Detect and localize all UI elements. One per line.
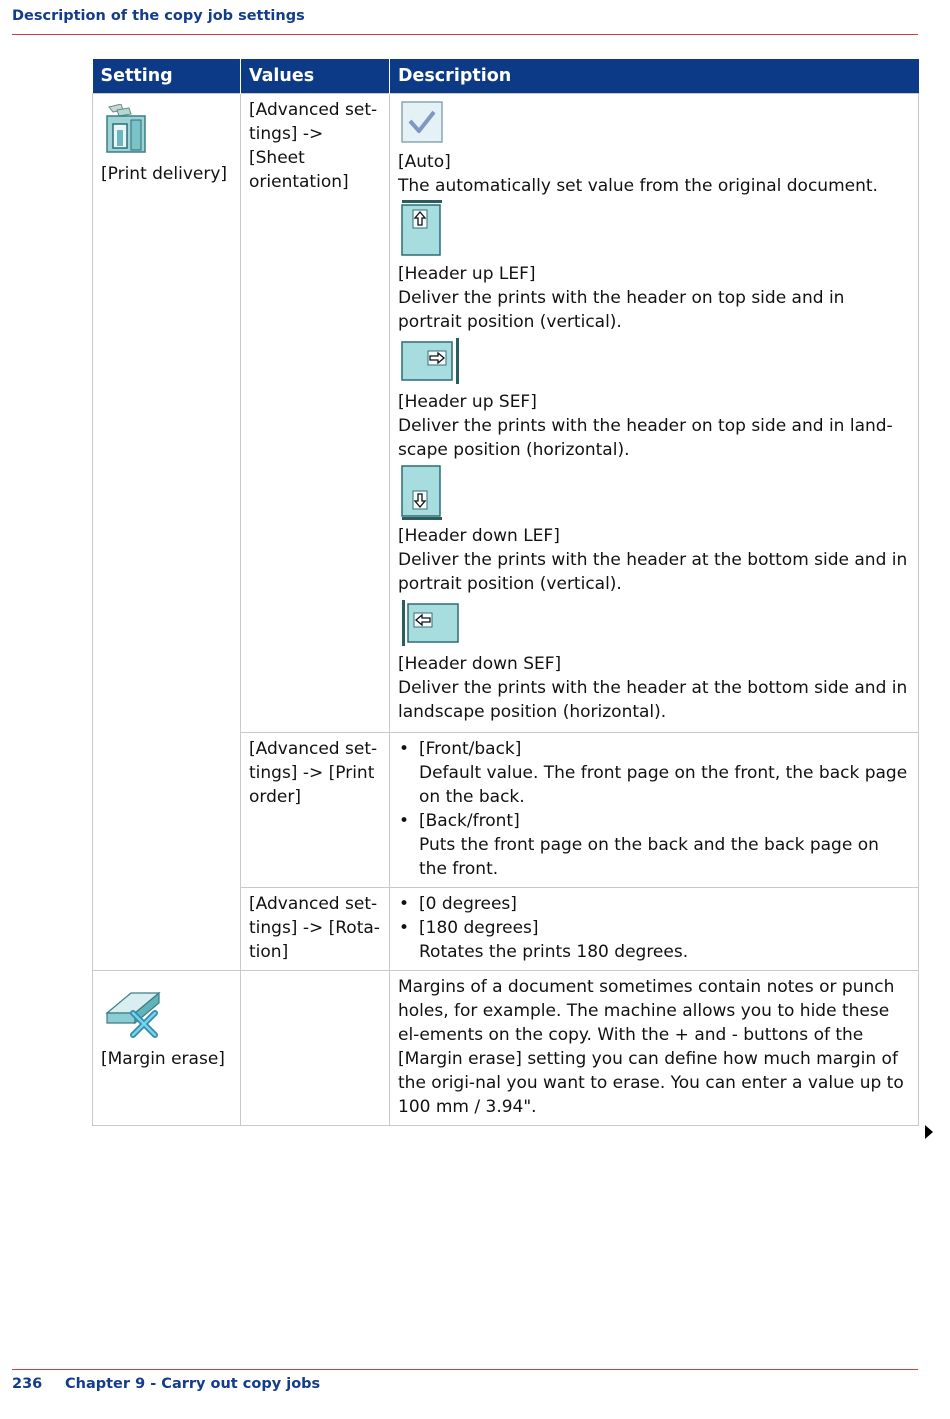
option-label: [Auto] (398, 152, 451, 172)
header-down-lef-icon (400, 464, 444, 520)
column-header-description: Description (390, 59, 919, 94)
option-label: [Header down LEF] (398, 526, 560, 546)
list-item (398, 916, 910, 964)
auto-check-icon (400, 100, 446, 146)
option-header-up-lef (398, 200, 910, 334)
item-label: • [0 degrees] (419, 894, 517, 914)
list-item (398, 892, 910, 916)
value-rotation: [Advanced set-tings] -> [Rota-tion] (241, 888, 390, 971)
option-label: [Header up LEF] (398, 264, 536, 284)
header-up-sef-icon (400, 336, 462, 386)
option-text: The automatically set value from the original document. (398, 176, 878, 196)
column-header-setting: Setting (93, 59, 241, 94)
item-text: Puts the front page on the back and the back page on the front. (419, 835, 879, 879)
print-delivery-icon (105, 104, 149, 154)
value-margin-erase (241, 971, 390, 1126)
footer-rule (12, 1369, 918, 1370)
option-label: [Header down SEF] (398, 654, 562, 674)
option-text: Deliver the prints with the header at the bottom side and in landscape position (horizontal). (398, 678, 908, 722)
option-header-down-lef (398, 464, 910, 596)
header-rule (12, 34, 918, 35)
option-label: [Header up SEF] (398, 392, 537, 412)
footer-page-number: 236 (12, 1376, 43, 1392)
setting-label-margin-erase: [Margin erase] (101, 1049, 225, 1069)
next-page-arrow-icon (925, 1125, 933, 1139)
list-item (398, 809, 910, 881)
value-print-order: [Advanced set-tings] -> [Print order] (241, 733, 390, 888)
option-text: Deliver the prints with the header on top side and in land-scape position (horizontal). (398, 416, 893, 460)
print-order-list (398, 737, 910, 881)
rotation-list (398, 892, 910, 964)
description-sheet-orientation (390, 94, 919, 733)
settings-table (92, 59, 919, 1126)
value-sheet-orientation: [Advanced set-tings] -> [Sheet orientation] (241, 94, 390, 733)
item-label: • [Front/back] (419, 739, 522, 759)
option-auto (398, 100, 910, 198)
option-text: Deliver the prints with the header at the bottom side and in portrait position (vertical). (398, 550, 908, 594)
option-header-up-sef (398, 336, 910, 462)
setting-cell-margin-erase (93, 971, 241, 1126)
description-margin-erase: Margins of a document sometimes contain notes or punch holes, for example. The machine allows you to hide these el-ements on the copy. With the + and - buttons of the [Margin erase] setting you can define how much margin of the origi-nal you want to erase. You can enter a value up to 100 mm / 3.94". (390, 971, 919, 1126)
table-row (93, 971, 919, 1126)
page-header-title: Description of the copy job settings (12, 8, 305, 24)
header-down-sef-icon (400, 598, 462, 648)
margin-erase-icon (105, 985, 163, 1039)
list-item (398, 737, 910, 809)
description-print-order (390, 733, 919, 888)
option-header-down-sef (398, 598, 910, 724)
header-up-lef-icon (400, 200, 444, 258)
setting-label-print-delivery: [Print delivery] (101, 164, 228, 184)
item-label: • [180 degrees] (419, 918, 539, 938)
item-text: Default value. The front page on the front, the back page on the back. (419, 763, 908, 807)
item-text: Rotates the prints 180 degrees. (419, 942, 689, 962)
table-header-row (93, 59, 919, 94)
item-label: • [Back/front] (419, 811, 520, 831)
table-row (93, 94, 919, 733)
setting-cell-print-delivery (93, 94, 241, 971)
footer-chapter-title: Chapter 9 - Carry out copy jobs (65, 1376, 321, 1392)
column-header-values: Values (241, 59, 390, 94)
option-text: Deliver the prints with the header on top side and in portrait position (vertical). (398, 288, 845, 332)
description-rotation (390, 888, 919, 971)
